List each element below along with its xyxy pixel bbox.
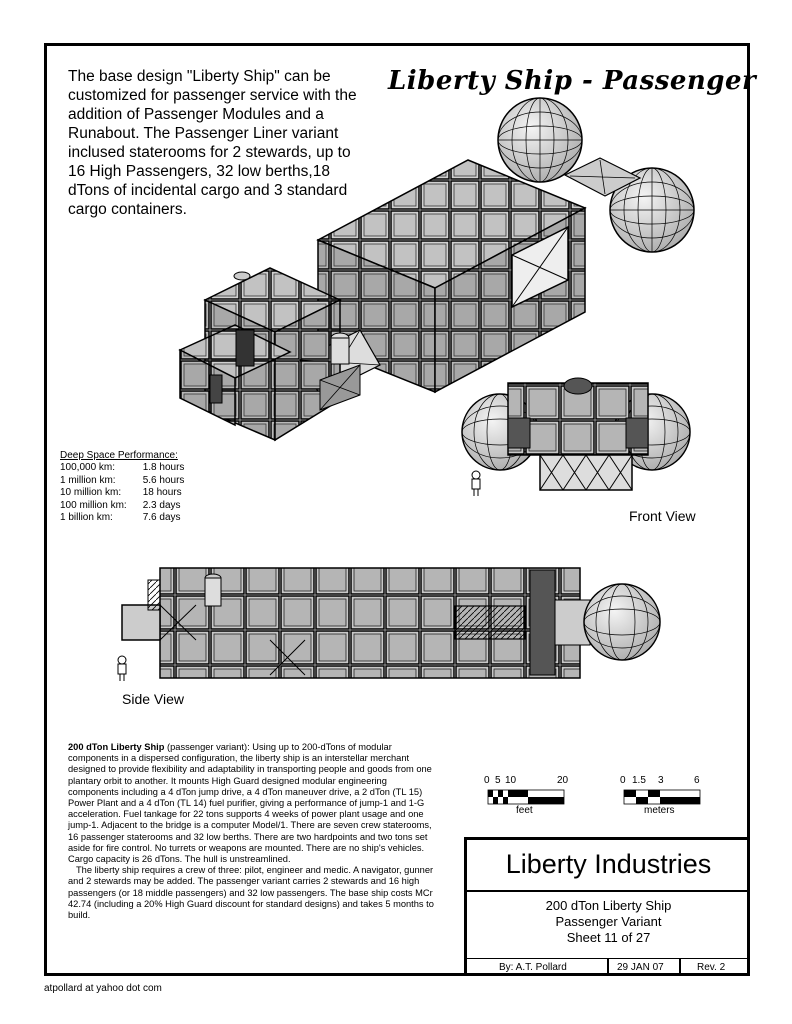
description-lead: 200 dTon Liberty Ship (68, 742, 165, 752)
title-block-footer (467, 958, 750, 977)
distance: 1 billion km: (60, 512, 113, 523)
sphere-tank (584, 584, 660, 660)
divider (679, 958, 681, 976)
table-row (60, 462, 184, 475)
table-row (60, 487, 184, 500)
travel-time: 7.6 days (142, 512, 181, 523)
ship-description (68, 742, 440, 921)
company-name: Liberty Industries (467, 840, 750, 892)
table-row (60, 500, 184, 513)
human-scale-figure (118, 656, 126, 681)
scale-unit: meters (644, 805, 675, 816)
travel-time: 5.6 hours (142, 474, 185, 486)
front-view (462, 378, 690, 496)
drawing-date: 29 JAN 07 (617, 962, 664, 973)
scale-tick: 6 (694, 775, 700, 786)
description-paragraph: (passenger variant): Using up to 200-dTons of modular components in a dispersed configuration, the liberty ship is an interstellar merchant designed to provide flexibility and adaptability in transporting people and goods from one plantary orbit to another. It mounts High Guard designed modular engineering components including a 4 dTon jump drive, a 4 dTon maneuver drive, a 2 dTon (TL 15) Power Plant and a 4 dTon (TL 14) fuel purifier, giving a performance of jump-1 and 1-G acceleration. Fuel tankage for 22 tons supports 4 weeks of power plant usage and one jump-1. Adjacent to the bridge is a computer Model/1. There are seven crew staterooms, 16 passenger staterooms and 32 low berths. There are two hardpoints and two tons set aside for fire control. No turrets or weapons are mounted. There are no ship's vehicles. Cargo capacity is 26 dTons. The hull is unstreamlined. (68, 742, 432, 865)
scale-unit: feet (516, 805, 533, 816)
distance: 1 million km: (60, 474, 116, 486)
sheet-number: Sheet 11 of 27 (566, 930, 651, 945)
scale-tick: 3 (658, 775, 664, 786)
drawing-name-line: 200 dTon Liberty Ship (545, 898, 672, 913)
scale-tick: 20 (557, 775, 569, 786)
deep-space-performance (60, 450, 184, 525)
travel-time: 2.3 days (142, 499, 181, 511)
drawing-name-line: Passenger Variant (555, 914, 662, 929)
scale-tick: 0 (620, 775, 626, 786)
scale-tick: 0 (484, 775, 490, 786)
human-scale-figure (472, 471, 480, 496)
description-paragraph: The liberty ship requires a crew of three: pilot, engineer and medic. A navigator, gunner and 2 stewards may be added. The passenger variant carries 2 stewards and 16 high passengers (or 18 middle passengers) and 32 low passengers. The base ship costs MCr 42.74 (including a 20% High Guard discount for standard designs) and takes 5 months to build. (68, 865, 434, 921)
contact-email: atpollard at yahoo dot com (44, 983, 162, 994)
title-block (464, 837, 750, 976)
distance: 100,000 km: (60, 462, 116, 473)
side-view (118, 568, 660, 681)
author: By: A.T. Pollard (499, 962, 567, 973)
sheet-title: Liberty Ship - Passenger (388, 66, 757, 96)
performance-table (60, 462, 184, 525)
revision: Rev. 2 (697, 962, 726, 973)
scale-meters (618, 775, 708, 816)
travel-time: 18 hours (142, 487, 182, 498)
divider (607, 958, 609, 976)
scale-bar-feet (488, 790, 564, 804)
distance: 100 million km: (60, 499, 127, 511)
front-view-label: Front View (629, 508, 696, 524)
travel-time: 1.8 hours (142, 462, 185, 473)
performance-heading: Deep Space Performance: (60, 450, 178, 461)
drawing-name (467, 892, 750, 946)
intro-text: The base design "Liberty Ship" can be customized for passenger service with the addition of Passenger Modules and a Runabout. The Passenger Liner variant inclused staterooms for 2 stewards, up to 16 High Passengers, 32 low berths,18 dTons of incidental cargo and 3 standard cargo containers. (68, 68, 357, 218)
scale-tick: 5 (495, 775, 501, 786)
scale-bar-meters (624, 790, 700, 804)
table-row (60, 475, 184, 488)
side-view-label: Side View (122, 691, 185, 707)
scale-tick: 10 (505, 775, 517, 786)
distance: 10 million km: (60, 487, 122, 498)
table-row (60, 512, 184, 525)
scale-tick: 1.5 (632, 775, 646, 786)
sphere-tank (498, 98, 582, 182)
scale-feet (482, 775, 572, 816)
